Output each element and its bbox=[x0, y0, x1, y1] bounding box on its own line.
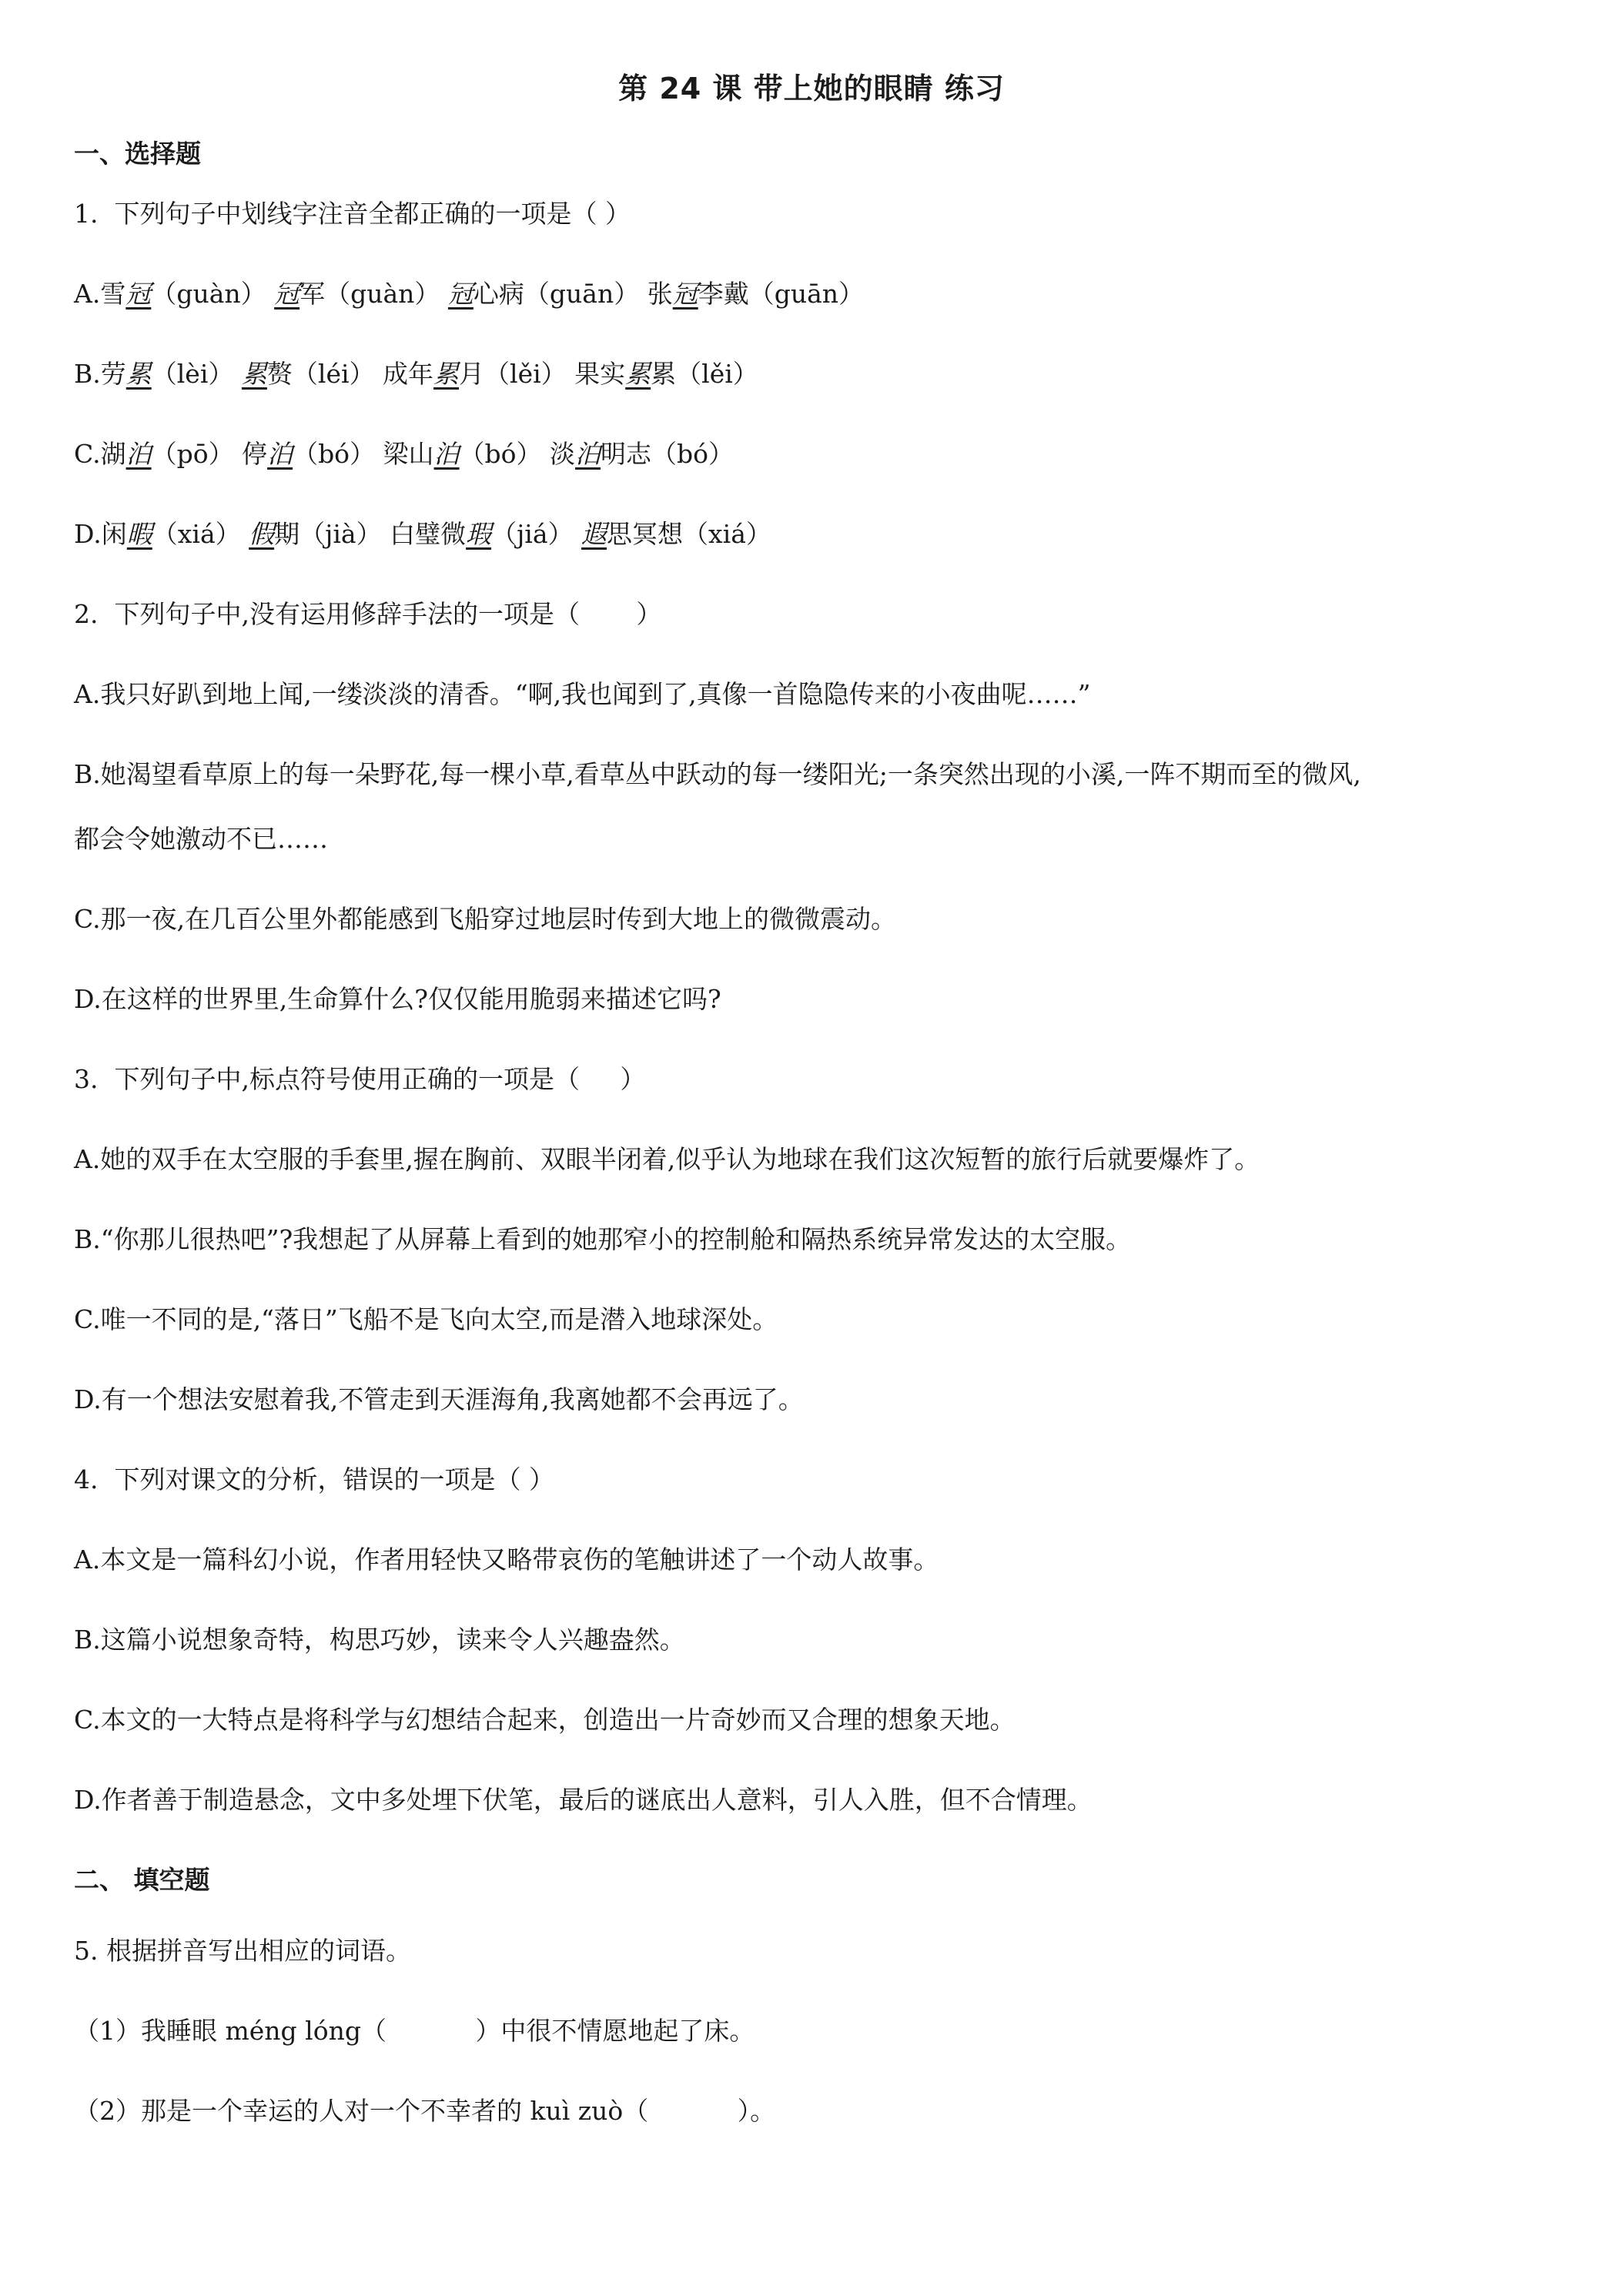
text: （bó） 梁山 bbox=[293, 439, 434, 469]
text: 心病（guān） 张 bbox=[473, 279, 673, 309]
question-2-option-b-line2: 都会令她激动不已…… bbox=[74, 824, 328, 854]
question-4-option-c: C.本文的一大特点是将科学与幻想结合起来，创造出一片奇妙而又合理的想象天地。 bbox=[74, 1705, 1016, 1735]
question-3-option-b: B.“你那儿很热吧”?我想起了从屏幕上看到的她那窄小的控制舱和隔热系统异常发达的太空服。 bbox=[74, 1224, 1132, 1254]
text: （pō） 停 bbox=[151, 439, 268, 469]
underlined-char: 瑕 bbox=[466, 519, 492, 549]
section-heading-choice: 一、选择题 bbox=[74, 139, 201, 169]
section-heading-fill-in: 二、 填空题 bbox=[74, 1865, 210, 1895]
question-4-stem: 4. 下列对课文的分析，错误的一项是（ ） bbox=[74, 1464, 554, 1494]
question-5-part-1: （1）我睡眼 méng lóng（ ）中很不情愿地起了床。 bbox=[74, 2016, 755, 2046]
question-2-option-c: C.那一夜,在几百公里外都能感到飞船穿过地层时传到大地上的微微震动。 bbox=[74, 904, 897, 934]
text: （lèi） bbox=[151, 359, 242, 389]
question-1-option-b bbox=[74, 356, 1568, 393]
page-title-text: 第 24 课 带上她的眼睛 练习 bbox=[618, 72, 1005, 105]
underlined-char: 暇 bbox=[126, 519, 152, 549]
text: 累（lěi） bbox=[651, 359, 758, 389]
underlined-char: 累 bbox=[625, 359, 651, 389]
underlined-char: 累 bbox=[241, 359, 267, 389]
underlined-char: 累 bbox=[433, 359, 460, 389]
underlined-char: 遐 bbox=[581, 519, 607, 549]
text: C.湖 bbox=[74, 439, 126, 469]
text: （guàn） bbox=[151, 279, 275, 309]
question-4-option-b: B.这篇小说想象奇特，构思巧妙，读来令人兴趣盎然。 bbox=[74, 1625, 685, 1655]
text: 期（jià） 白璧微 bbox=[274, 519, 467, 549]
underlined-char: 假 bbox=[249, 519, 275, 549]
text: 军（guàn） bbox=[300, 279, 448, 309]
underlined-char: 泊 bbox=[267, 439, 293, 469]
question-2-option-b-line1: B.她渴望看草原上的每一朵野花,每一棵小草,看草丛中跃动的每一缕阳光;一条突然出现的小溪,一阵不期而至的微风, bbox=[74, 759, 1361, 789]
underlined-char: 冠 bbox=[125, 279, 152, 309]
text: 思冥想（xiá） bbox=[607, 519, 771, 549]
text: （bó） 淡 bbox=[459, 439, 576, 469]
text: A.雪 bbox=[74, 279, 126, 309]
text: B.劳 bbox=[74, 359, 126, 389]
question-2-option-d: D.在这样的世界里,生命算什么?仅仅能用脆弱来描述它吗? bbox=[74, 984, 721, 1014]
question-1-stem: 1. 下列句子中划线字注音全都正确的一项是（ ） bbox=[74, 199, 631, 229]
question-3-option-d: D.有一个想法安慰着我,不管走到天涯海角,我离她都不会再远了。 bbox=[74, 1384, 804, 1414]
question-4-option-a: A.本文是一篇科幻小说，作者用轻快又略带哀伤的笔触讲述了一个动人故事。 bbox=[74, 1545, 939, 1575]
underlined-char: 冠 bbox=[274, 279, 300, 309]
question-4-option-d: D.作者善于制造悬念，文中多处埋下伏笔，最后的谜底出人意料，引人入胜，但不合情理。 bbox=[74, 1785, 1093, 1815]
question-1-option-a bbox=[74, 276, 1568, 313]
text: 明志（bó） bbox=[601, 439, 735, 469]
text: 赘（léi） 成年 bbox=[266, 359, 434, 389]
question-3-stem: 3. 下列句子中,标点符号使用正确的一项是（ ） bbox=[74, 1064, 646, 1094]
underlined-char: 累 bbox=[125, 359, 152, 389]
underlined-char: 泊 bbox=[433, 439, 460, 469]
question-5-part-2: （2）那是一个幸运的人对一个不幸者的 kuì zuò（ ）。 bbox=[74, 2096, 776, 2126]
question-1-option-c bbox=[74, 436, 1568, 473]
underlined-char: 泊 bbox=[575, 439, 601, 469]
underlined-char: 冠 bbox=[672, 279, 698, 309]
text: （xiá） bbox=[152, 519, 249, 549]
question-3-option-a: A.她的双手在太空服的手套里,握在胸前、双眼半闭着,似乎认为地球在我们这次短暂的旅行后就要爆炸了。 bbox=[74, 1144, 1260, 1174]
text: （jiá） bbox=[491, 519, 582, 549]
text: 月（lěi） 果实 bbox=[459, 359, 626, 389]
question-2-option-a: A.我只好趴到地上闻,一缕淡淡的清香。“啊,我也闻到了,真像一首隐隐传来的小夜曲呢……” bbox=[74, 679, 1091, 709]
text: D.闲 bbox=[74, 519, 127, 549]
text: 李戴（guān） bbox=[698, 279, 865, 309]
question-3-option-c: C.唯一不同的是,“落日”飞船不是飞向太空,而是潜入地球深处。 bbox=[74, 1304, 778, 1334]
underlined-char: 泊 bbox=[125, 439, 152, 469]
question-5-stem: 5. 根据拼音写出相应的词语。 bbox=[74, 1936, 411, 1966]
underlined-char: 冠 bbox=[447, 279, 474, 309]
question-1-option-d bbox=[74, 516, 1568, 553]
page-title bbox=[0, 65, 1623, 107]
question-2-stem: 2. 下列句子中,没有运用修辞手法的一项是（ ） bbox=[74, 599, 662, 629]
